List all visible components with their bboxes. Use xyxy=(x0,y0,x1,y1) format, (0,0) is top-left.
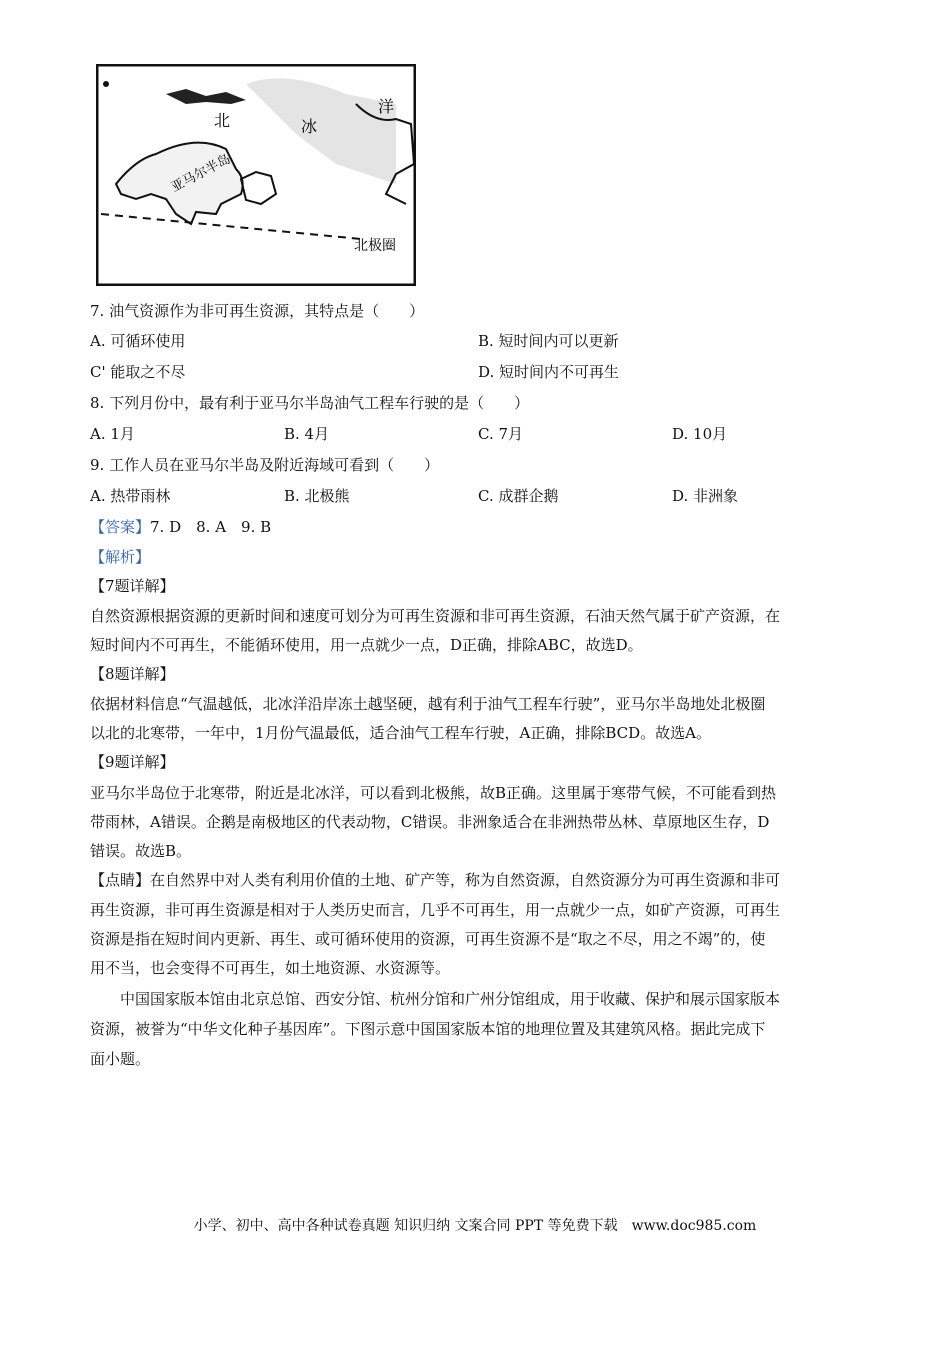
tip-line-1 xyxy=(90,870,780,890)
q8-option-a: A. 1月 xyxy=(90,425,135,443)
q8-option-c: C. 7月 xyxy=(478,425,524,443)
question-9-stem: 9. 工作人员在亚马尔半岛及附近海域可看到（ ） xyxy=(90,456,440,474)
tip-tag: 【点睛】 xyxy=(90,871,151,889)
material-line-2: 资源，被誉为“中华文化种子基因库”。下图示意中国国家版本馆的地理位置及其建筑风格。据此完成下 xyxy=(90,1020,766,1038)
detail-7-heading: 【7题详解】 xyxy=(90,577,175,595)
question-7-stem: 7. 油气资源作为非可再生资源，其特点是（ ） xyxy=(90,302,425,320)
detail-8-line-2: 以北的北寒带，一年中，1月份气温最低，适合油气工程车行驶，A正确，排除BCD。故选A。 xyxy=(90,724,712,742)
q9-option-c: C. 成群企鹅 xyxy=(478,487,559,505)
question-8-stem: 8. 下列月份中，最有利于亚马尔半岛油气工程车行驶的是（ ） xyxy=(90,394,530,412)
tip-line-3: 资源是指在短时间内更新、再生、或可循环使用的资源，可再生资源不是“取之不尽，用之不竭”的，使 xyxy=(90,930,766,948)
map-figure xyxy=(96,64,416,286)
q7-option-d: D. 短时间内不可再生 xyxy=(478,363,620,381)
detail-7-line-2: 短时间内不可再生，不能循环使用，用一点就少一点，D正确，排除ABC，故选D。 xyxy=(90,636,643,654)
q8-option-b: B. 4月 xyxy=(284,425,330,443)
q7-option-b: B. 短时间内可以更新 xyxy=(478,332,619,350)
detail-9-line-2: 带雨林，A错误。企鹅是南极地区的代表动物，C错误。非洲象适合在非洲热带丛林、草原地区生存，D xyxy=(90,813,770,831)
q9-option-b: B. 北极熊 xyxy=(284,487,350,505)
answer-tag: 【答案】 xyxy=(90,518,151,536)
map-label-north: 北 xyxy=(214,111,231,130)
map-label-arctic-circle: 北极圈 xyxy=(354,238,396,254)
detail-9-line-1: 亚马尔半岛位于北寒带，附近是北冰洋，可以看到北极熊，故B正确。这里属于寒带气候，不可能看到热 xyxy=(90,784,777,802)
detail-7-line-1: 自然资源根据资源的更新时间和速度可划分为可再生资源和非可再生资源，石油天然气属于矿产资源，在 xyxy=(90,607,781,625)
answer-line xyxy=(90,517,271,537)
detail-9-line-3: 错误。故选B。 xyxy=(90,842,192,860)
tip-line-4: 用不当，也会变得不可再生，如土地资源、水资源等。 xyxy=(90,959,451,977)
q7-option-c: C' 能取之不尽 xyxy=(90,363,186,381)
q9-option-d: D. 非洲象 xyxy=(672,487,739,505)
detail-9-heading: 【9题详解】 xyxy=(90,753,175,771)
q8-option-d: D. 10月 xyxy=(672,425,728,443)
tip-line-2: 再生资源，非可再生资源是相对于人类历史而言，几乎不可再生，用一点就少一点，如矿产资源，可再生 xyxy=(90,901,781,919)
map-label-peninsula: 亚马尔半岛 xyxy=(168,151,234,196)
material-line-1: 中国国家版本馆由北京总馆、西安分馆、杭州分馆和广州分馆组成，用于收藏、保护和展示国家版本 xyxy=(120,990,781,1008)
map-label-ice: 冰 xyxy=(301,117,318,136)
detail-8-line-1: 依据材料信息“气温越低，北冰洋沿岸冻土越坚硬，越有利于油气工程车行驶”，亚马尔半岛地处北极圈 xyxy=(90,695,766,713)
tip-text-1: 在自然界中对人类有利用价值的土地、矿产等，称为自然资源，自然资源分为可再生资源和非可 xyxy=(150,871,781,889)
answer-text: 7. D 8. A 9. B xyxy=(150,518,272,536)
analysis-tag: 【解析】 xyxy=(90,548,151,566)
arctic-map xyxy=(96,64,416,286)
map-label-ocean: 洋 xyxy=(378,97,395,116)
q7-option-a: A. 可循环使用 xyxy=(90,332,186,350)
detail-8-heading: 【8题详解】 xyxy=(90,665,175,683)
q9-option-a: A. 热带雨林 xyxy=(90,487,171,505)
page-footer: 小学、初中、高中各种试卷真题 知识归纳 文案合同 PPT 等免费下载 www.doc985.com xyxy=(193,1218,757,1234)
material-line-3: 面小题。 xyxy=(90,1050,151,1068)
